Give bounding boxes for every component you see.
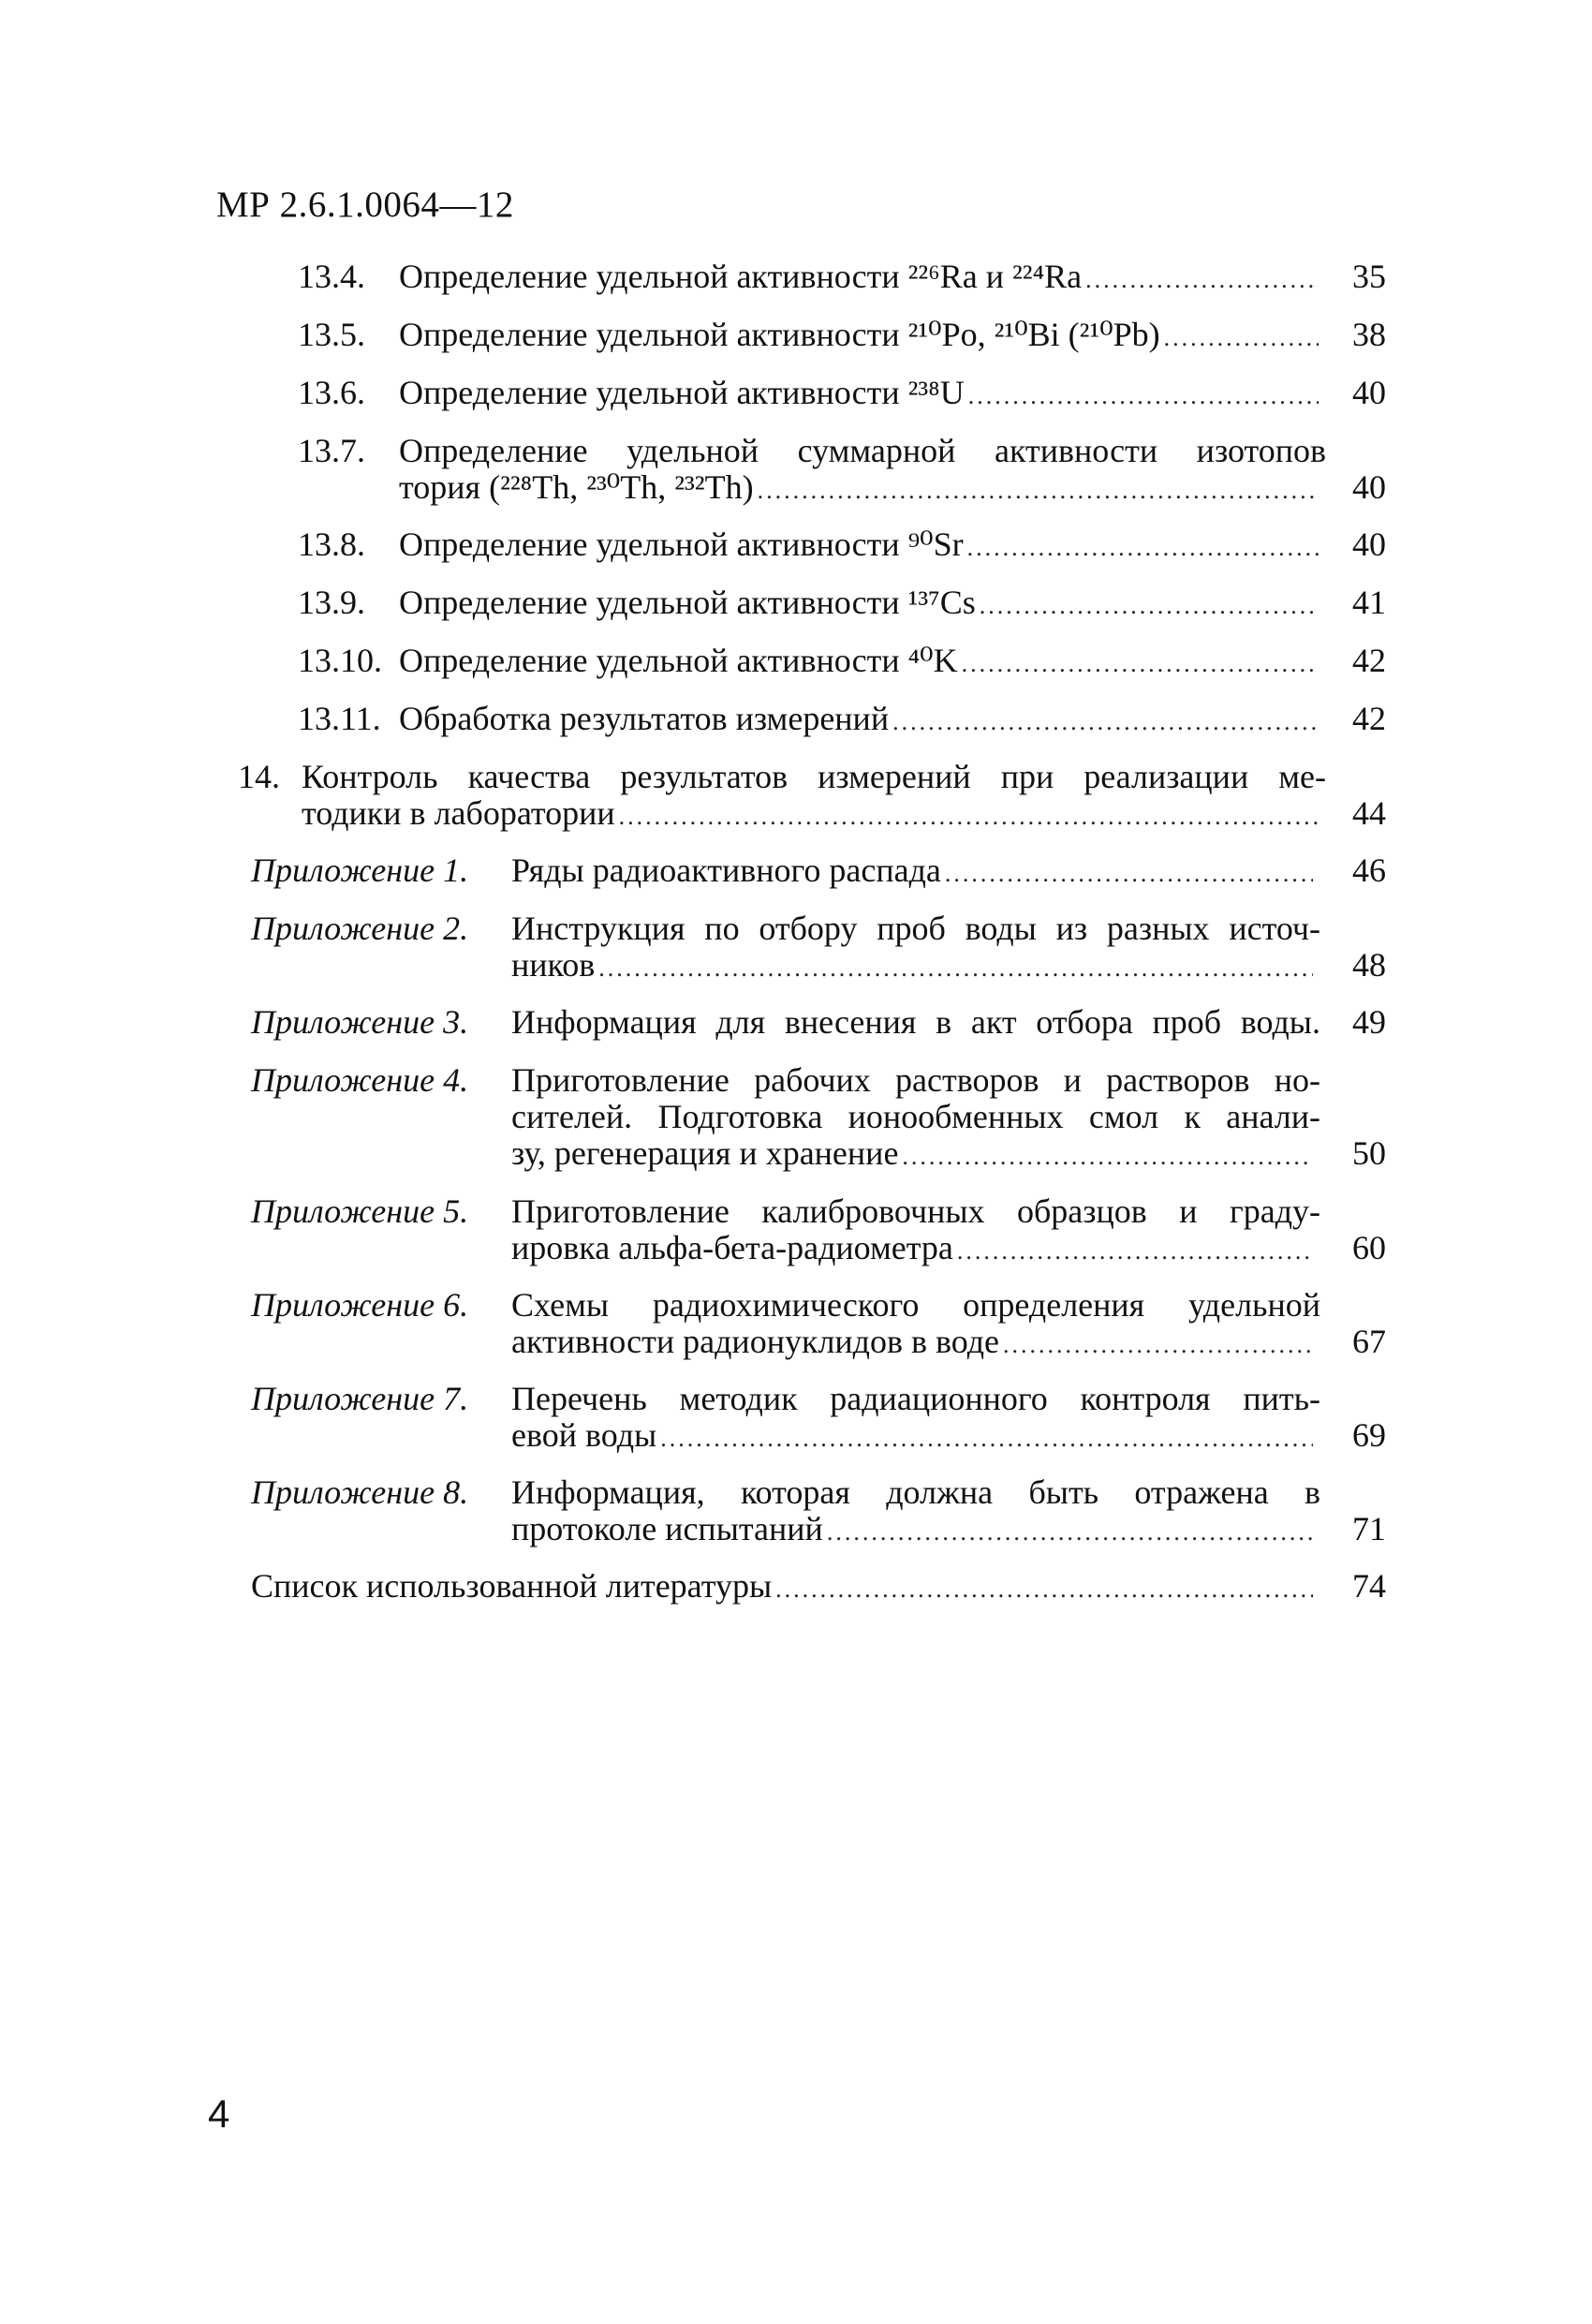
toc-entry-title: Определение удельной активности ²²⁶Ra и ²²⁴Ra [399,258,1083,295]
appendix-title-line2: ников [511,946,596,984]
dot-leader [1003,1327,1313,1363]
toc-appendix-2[interactable] [251,910,1386,985]
toc-entry-number: 13.5. [298,316,365,353]
appendix-page: 71 [1352,1510,1386,1547]
toc-entry-title: Определение удельной активности ²¹⁰Po, ²¹⁰Bi (²¹⁰Pb) [399,316,1160,353]
toc-appendix-7[interactable] [251,1381,1386,1456]
toc-entry-number: 13.7. [298,432,365,469]
toc-entry-page: 44 [1352,794,1386,832]
appendix-title: Информация для внесения в акт отбора проб воды. [511,1003,1320,1041]
appendix-page: 49 [1352,1003,1386,1041]
appendix-title-line1: Приготовление калибровочных образцов и граду- [511,1192,1320,1230]
dot-leader [945,856,1313,892]
toc-entry-number: 13.10. [298,642,382,679]
toc-entry-title: Обработка результатов измерений [399,700,890,737]
appendix-page: 60 [1352,1229,1386,1266]
dot-leader [892,704,1319,740]
dot-leader [758,473,1319,509]
toc-appendix-5[interactable] [251,1193,1386,1268]
dot-leader [1164,320,1319,356]
dot-leader [967,530,1319,566]
appendix-title-line2: протоколе испытаний [511,1510,823,1547]
appendix-label: Приложение 4. [251,1061,469,1099]
appendix-page: 50 [1352,1134,1386,1172]
appendix-title-line2: сителей. Подготовка ионообменных смол к анали- [511,1098,1320,1135]
toc-entry-title: Определение удельной активности ¹³⁷Cs [399,584,976,621]
toc-entry-title: Определение удельной активности ⁴⁰K [399,642,958,679]
toc-entry-number: 13.9. [298,584,365,621]
toc-entry-page: 41 [1352,584,1386,621]
toc-entry-number: 14. [238,758,280,795]
dot-leader [598,951,1313,986]
appendix-title-line1: Инструкция по отбору проб воды из разных источ- [511,910,1320,947]
appendix-page: 46 [1352,851,1386,889]
dot-leader [968,378,1319,414]
toc-entry-number: 13.6. [298,374,365,411]
toc-entry-page: 38 [1352,316,1386,353]
toc-entry-title-line1: Определение удельной суммарной активности изотопов [399,432,1326,469]
toc-entry-title-line2: тория (²²⁸Th, ²³⁰Th, ²³²Th) [399,468,754,506]
toc-entry-title-line1: Контроль качества результатов измерений при реализации ме- [302,758,1326,795]
toc-entry-number: 13.11. [298,700,381,737]
appendix-title-line1: Схемы радиохимического определения удельной [511,1286,1320,1324]
appendix-label: Приложение 6. [251,1286,469,1324]
bibliography-page: 74 [1352,1567,1386,1605]
dot-leader [660,1421,1313,1457]
toc-entry-number: 13.4. [298,258,365,295]
toc-appendix-8[interactable] [251,1474,1386,1549]
appendix-label: Приложение 7. [251,1380,469,1417]
dot-leader [619,799,1319,835]
toc-entry-13-7[interactable] [298,433,1386,508]
appendix-title-line1: Приготовление рабочих растворов и растворов но- [511,1061,1320,1099]
toc-entry-title-line2: тодики в лаборатории [302,794,615,832]
toc-entry-page: 42 [1352,700,1386,737]
toc-entry-number: 13.8. [298,525,365,563]
bibliography-title: Список использованной литературы [251,1567,773,1605]
appendix-label: Приложение 5. [251,1192,469,1230]
appendix-label: Приложение 8. [251,1473,469,1511]
toc-entry-title: Определение удельной активности ⁹⁰Sr [399,525,964,563]
appendix-title-line2: активности радионуклидов в воде [511,1323,999,1360]
toc-entry-14[interactable] [238,759,1386,834]
toc-entry-page: 40 [1352,525,1386,563]
appendix-page: 67 [1352,1323,1386,1360]
appendix-label: Приложение 2. [251,910,469,947]
toc-appendix-6[interactable] [251,1287,1386,1362]
dot-leader [962,646,1319,682]
toc-entry-page: 40 [1352,468,1386,506]
appendix-title-line3: зу, регенерация и хранение [511,1134,899,1172]
appendix-title-line2: евой воды [511,1416,657,1454]
toc-appendix-4[interactable] [251,1062,1386,1175]
toc-entry-page: 40 [1352,374,1386,411]
dot-leader [902,1139,1313,1175]
appendix-label: Приложение 1. [251,851,469,889]
document-code-header: МР 2.6.1.0064—12 [216,185,514,225]
dot-leader [775,1572,1313,1607]
page-number: 4 [208,2092,230,2136]
dot-leader [827,1515,1313,1550]
appendix-title-line1: Перечень методик радиационного контроля пить- [511,1380,1320,1417]
appendix-title-line2: ировка альфа-бета-радиометра [511,1229,953,1266]
appendix-title: Ряды радиоактивного распада [511,851,941,889]
appendix-label: Приложение 3. [251,1003,469,1041]
appendix-page: 48 [1352,946,1386,984]
appendix-title-line1: Информация, которая должна быть отражена в [511,1473,1320,1511]
toc-entry-page: 42 [1352,642,1386,679]
toc-entry-page: 35 [1352,258,1386,295]
appendix-page: 69 [1352,1416,1386,1454]
toc-entry-title: Определение удельной активности ²³⁸U [399,374,965,411]
dot-leader [980,588,1319,624]
dot-leader [957,1234,1313,1269]
dot-leader [1085,262,1319,298]
